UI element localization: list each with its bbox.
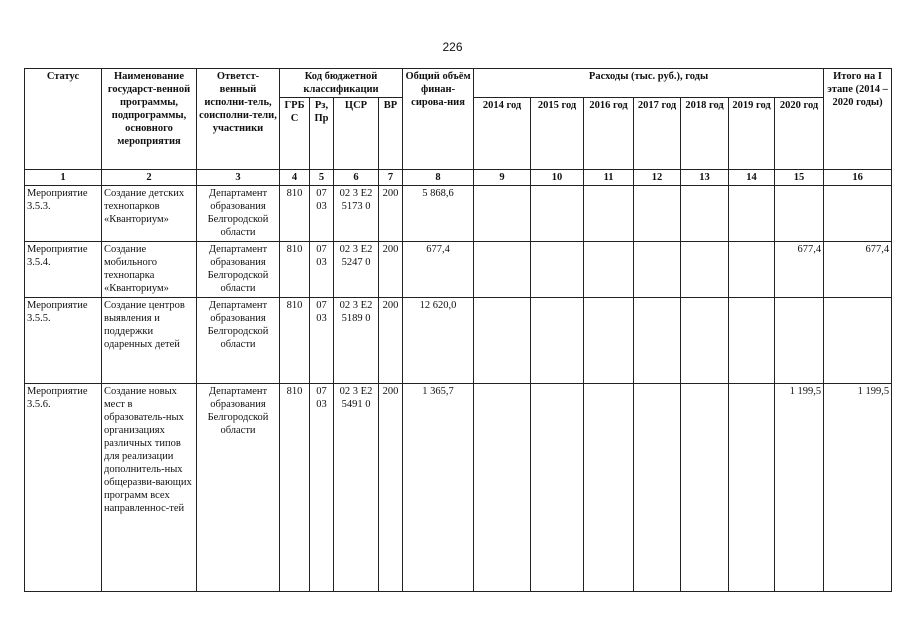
column-number-row	[25, 170, 892, 186]
row-2014	[474, 298, 531, 384]
row-2020: 677,4	[775, 242, 824, 298]
column-number: 11	[584, 170, 634, 186]
row-rzpr: 07 03	[310, 186, 334, 242]
row-csr: 02 3 Е2 5491 0	[334, 384, 379, 592]
table-row	[25, 298, 892, 384]
row-2017	[634, 242, 681, 298]
row-2014	[474, 242, 531, 298]
row-status: Мероприятие 3.5.6.	[25, 384, 102, 592]
row-responsible: Департамент образования Белгородской области	[197, 298, 280, 384]
row-2015	[531, 242, 584, 298]
column-number: 5	[310, 170, 334, 186]
budget-table	[24, 68, 892, 592]
row-total: 677,4	[403, 242, 474, 298]
row-2016	[584, 384, 634, 592]
table-row	[25, 186, 892, 242]
column-number: 13	[681, 170, 729, 186]
row-2017	[634, 298, 681, 384]
row-2020	[775, 186, 824, 242]
header-status: Статус	[25, 69, 102, 170]
header-expenses: Расходы (тыс. руб.), годы	[474, 69, 824, 98]
header-year: 2017 год	[634, 98, 681, 170]
row-vr: 200	[379, 186, 403, 242]
row-2016	[584, 186, 634, 242]
column-number: 9	[474, 170, 531, 186]
row-grbs: 810	[280, 298, 310, 384]
row-2018	[681, 298, 729, 384]
row-name: Создание детских технопарков «Кванториум»	[102, 186, 197, 242]
column-number: 3	[197, 170, 280, 186]
row-2015	[531, 186, 584, 242]
header-year: 2016 год	[584, 98, 634, 170]
column-number: 16	[824, 170, 892, 186]
row-rzpr: 07 03	[310, 384, 334, 592]
column-number: 7	[379, 170, 403, 186]
row-stage-total: 1 199,5	[824, 384, 892, 592]
column-number: 10	[531, 170, 584, 186]
row-vr: 200	[379, 384, 403, 592]
header-year: 2014 год	[474, 98, 531, 170]
row-rzpr: 07 03	[310, 242, 334, 298]
table-row	[25, 242, 892, 298]
column-number: 8	[403, 170, 474, 186]
row-status: Мероприятие 3.5.5.	[25, 298, 102, 384]
row-2017	[634, 384, 681, 592]
column-number: 1	[25, 170, 102, 186]
row-total: 5 868,6	[403, 186, 474, 242]
column-number: 12	[634, 170, 681, 186]
row-total: 12 620,0	[403, 298, 474, 384]
row-responsible: Департамент образования Белгородской области	[197, 186, 280, 242]
header-csr: ЦСР	[334, 98, 379, 170]
column-number: 4	[280, 170, 310, 186]
row-name: Создание центров выявления и поддержки одаренных детей	[102, 298, 197, 384]
header-vr: ВР	[379, 98, 403, 170]
row-2020	[775, 298, 824, 384]
row-name: Создание новых мест в образователь-ных организациях различных типов для реализации дополнитель-ных общеразви-вающих программ всех направленнос-тей	[102, 384, 197, 592]
row-2018	[681, 242, 729, 298]
row-stage-total	[824, 186, 892, 242]
table-row	[25, 384, 892, 592]
row-stage-total: 677,4	[824, 242, 892, 298]
row-2018	[681, 384, 729, 592]
column-number: 2	[102, 170, 197, 186]
row-2017	[634, 186, 681, 242]
row-2020: 1 199,5	[775, 384, 824, 592]
row-grbs: 810	[280, 384, 310, 592]
page-number: 226	[442, 40, 463, 54]
row-responsible: Департамент образования Белгородской области	[197, 384, 280, 592]
row-vr: 200	[379, 298, 403, 384]
row-2019	[729, 298, 775, 384]
header-year: 2019 год	[729, 98, 775, 170]
row-grbs: 810	[280, 186, 310, 242]
row-rzpr: 07 03	[310, 298, 334, 384]
row-csr: 02 3 Е2 5173 0	[334, 186, 379, 242]
row-2019	[729, 242, 775, 298]
row-2014	[474, 384, 531, 592]
row-csr: 02 3 Е2 5189 0	[334, 298, 379, 384]
row-status: Мероприятие 3.5.4.	[25, 242, 102, 298]
header-grbs: ГРБ С	[280, 98, 310, 170]
row-csr: 02 3 Е2 5247 0	[334, 242, 379, 298]
header-year: 2015 год	[531, 98, 584, 170]
row-2015	[531, 384, 584, 592]
row-2015	[531, 298, 584, 384]
header-row	[25, 69, 892, 98]
row-responsible: Департамент образования Белгородской области	[197, 242, 280, 298]
row-status: Мероприятие 3.5.3.	[25, 186, 102, 242]
header-year: 2018 год	[681, 98, 729, 170]
header-year: 2020 год	[775, 98, 824, 170]
column-number: 6	[334, 170, 379, 186]
row-name: Создание мобильного технопарка «Кванториум»	[102, 242, 197, 298]
row-2014	[474, 186, 531, 242]
row-stage-total	[824, 298, 892, 384]
row-2019	[729, 384, 775, 592]
row-grbs: 810	[280, 242, 310, 298]
header-responsible: Ответст-венный исполни-тель, соисполни-тели, участники	[197, 69, 280, 170]
row-2016	[584, 298, 634, 384]
header-stage-total: Итого на I этапе (2014 – 2020 годы)	[824, 69, 892, 170]
column-number: 15	[775, 170, 824, 186]
row-total: 1 365,7	[403, 384, 474, 592]
row-vr: 200	[379, 242, 403, 298]
row-2019	[729, 186, 775, 242]
column-number: 14	[729, 170, 775, 186]
header-rzpr: Рз, Пр	[310, 98, 334, 170]
row-2016	[584, 242, 634, 298]
header-name: Наименование государст-венной программы, подпрограммы, основного мероприятия	[102, 69, 197, 170]
row-2018	[681, 186, 729, 242]
header-total-volume: Общий объём финан-сирова-ния	[403, 69, 474, 170]
header-budget-code: Код бюджетной классификации	[280, 69, 403, 98]
